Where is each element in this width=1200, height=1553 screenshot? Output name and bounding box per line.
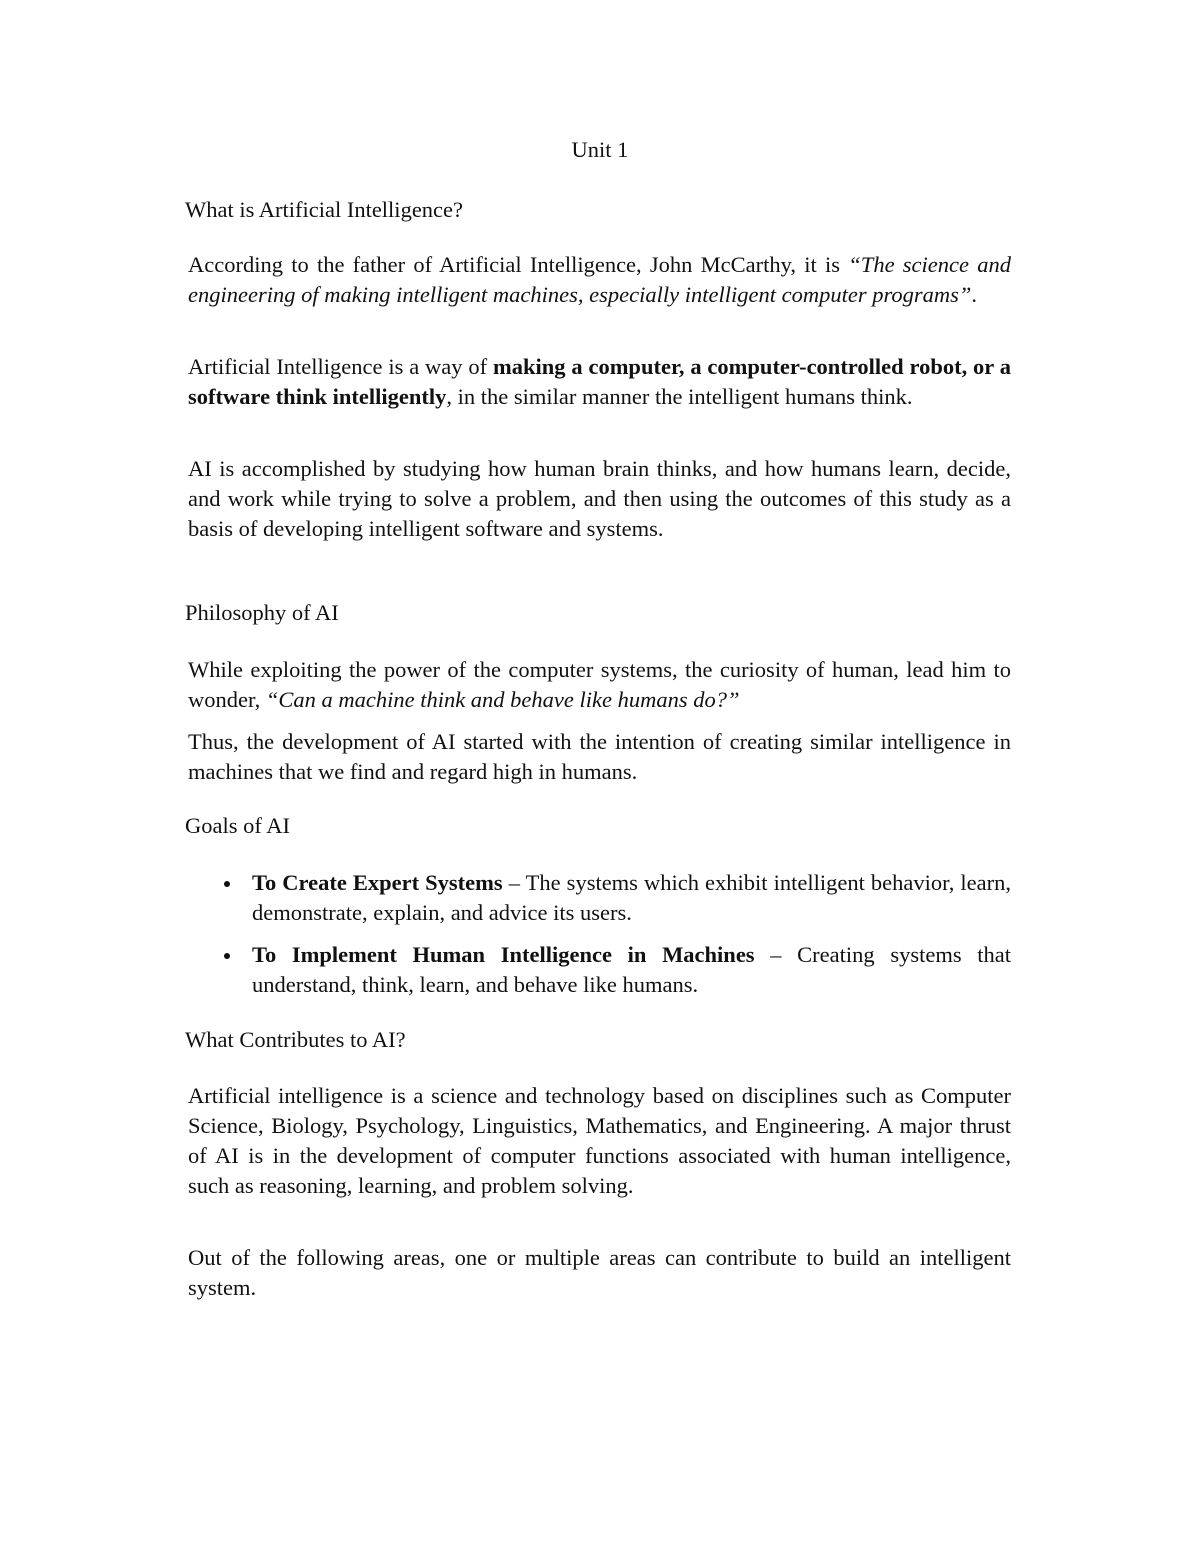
paragraph-text: , in the similar manner the intelligent humans think. <box>446 384 913 409</box>
heading-what-is-ai: What is Artificial Intelligence? <box>185 197 464 222</box>
bold-text: making a computer, a computer-controlled robot, or a software think intelligently <box>188 354 1011 409</box>
paragraph-ai-way <box>188 352 1011 412</box>
list-item <box>0 940 1011 1000</box>
goals-list <box>0 868 1200 1000</box>
list-item-text: – Creating systems that understand, think, learn, and behave like humans. <box>252 942 1011 997</box>
bold-text: To Create Expert Systems <box>252 870 503 895</box>
paragraph-text: Artificial Intelligence is a way of <box>188 354 493 379</box>
paragraph-ai-accomplished: AI is accomplished by studying how human brain thinks, and how humans learn, decide, and work while trying to solve a problem, and then using the outcomes of this study as a basis of developing intelligent software and systems. <box>188 456 1011 541</box>
quote-text: “Can a machine think and behave like humans do?” <box>265 687 740 712</box>
paragraph-contributes-disciplines: Artificial intelligence is a science and technology based on disciplines such as Computer Science, Biology, Psychology, Linguistics, Mathematics, and Engineering. A major thrust of AI is in the development of computer functions associated with human intelligence, such as reasoning, learning, and problem solving. <box>188 1083 1011 1198</box>
paragraph-text: While exploiting the power of the computer systems, the curiosity of human, lead him to wonder, <box>188 657 1011 712</box>
heading-philosophy: Philosophy of AI <box>185 600 339 625</box>
heading-contributes: What Contributes to AI? <box>185 1027 406 1052</box>
paragraph-philosophy-curiosity <box>188 655 1011 715</box>
paragraph-text: . <box>971 282 978 307</box>
bold-text: To Implement Human Intelligence in Machines <box>252 942 755 967</box>
bullet-icon <box>224 953 230 959</box>
paragraph-philosophy-development: Thus, the development of AI started with the intention of creating similar intelligence in machines that we find and regard high in humans. <box>188 729 1011 784</box>
list-item <box>0 868 1011 928</box>
bullet-icon <box>224 881 230 887</box>
paragraph-mccarthy-definition <box>188 250 1011 310</box>
page-title: Unit 1 <box>571 137 629 162</box>
quote-text: “The science and engineering of making intelligent machines, especially intelligent computer programs” <box>188 252 1012 307</box>
paragraph-text: According to the father of Artificial Intelligence, John McCarthy, it is <box>188 252 849 277</box>
heading-goals: Goals of AI <box>185 813 290 838</box>
list-item-text: – The systems which exhibit intelligent behavior, learn, demonstrate, explain, and advice its users. <box>252 870 1011 925</box>
paragraph-contributes-areas: Out of the following areas, one or multiple areas can contribute to build an intelligent system. <box>188 1245 1011 1300</box>
